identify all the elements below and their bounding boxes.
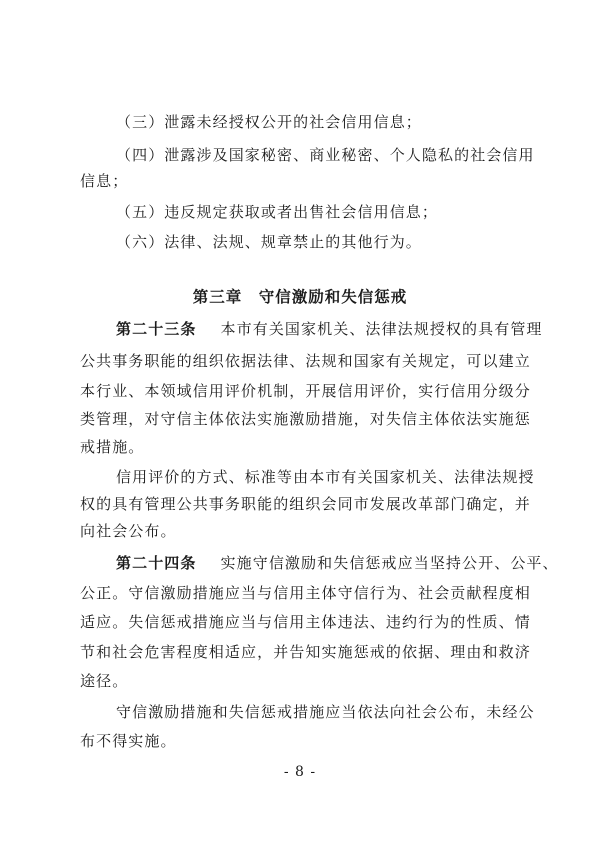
article-24-line-3: 适应。失信惩戒措施应当与信用主体违法、违约行为的性质、情 <box>80 613 531 631</box>
chapter-title: 第三章 守信激励和失信惩戒 <box>192 288 408 306</box>
article-23-line-4: 类管理，对守信主体依法实施激励措施，对失信主体依法实施惩 <box>80 410 531 428</box>
article-23-para2-line-2: 权的具有管理公共事务职能的组织会同市发展改革部门确定，并 <box>80 495 531 513</box>
article-23-line-5: 戒措施。 <box>80 438 145 456</box>
article-24-line-5: 途径。 <box>80 672 129 690</box>
article-23-number: 第二十三条 <box>116 320 197 338</box>
list-item-6: （六）法律、法规、规章禁止的其他行为。 <box>116 233 422 251</box>
page-number: - 8 - <box>283 764 317 780</box>
article-24-first-line <box>116 553 559 573</box>
article-23-para2-line-1: 信用评价的方式、标准等由本市有关国家机关、法律法规授 <box>116 468 535 486</box>
article-23-line-2: 公共事务职能的组织依据法律、法规和国家有关规定，可以建立 <box>80 352 531 370</box>
article-23-line-1: 本市有关国家机关、法律法规授权的具有管理 <box>220 320 543 338</box>
article-24-line-2: 公正。守信激励措施应当与信用主体守信行为、社会贡献程度相 <box>80 584 531 602</box>
list-item-4-continuation: 信息； <box>80 172 129 190</box>
article-24-number: 第二十四条 <box>116 554 197 572</box>
article-24-line-4: 节和社会危害程度相适应，并告知实施惩戒的依据、理由和救济 <box>80 643 531 661</box>
list-item-3: （三）泄露未经授权公开的社会信用信息； <box>116 113 422 131</box>
article-24-para2-line-1: 守信激励措施和失信惩戒措施应当依法向社会公布，未经公 <box>116 703 535 721</box>
list-item-4: （四）泄露涉及国家秘密、商业秘密、个人隐私的社会信用 <box>116 146 535 164</box>
article-24-para2-line-2: 布不得实施。 <box>80 732 177 750</box>
article-23-first-line <box>116 319 543 339</box>
list-item-5: （五）违反规定获取或者出售社会信用信息； <box>116 203 439 221</box>
article-24-line-1: 实施守信激励和失信惩戒应当坚持公开、公平、 <box>220 554 559 572</box>
article-23-line-3: 本行业、本领域信用评价机制，开展信用评价，实行信用分级分 <box>80 382 531 400</box>
article-23-para2-line-3: 向社会公布。 <box>80 522 177 540</box>
